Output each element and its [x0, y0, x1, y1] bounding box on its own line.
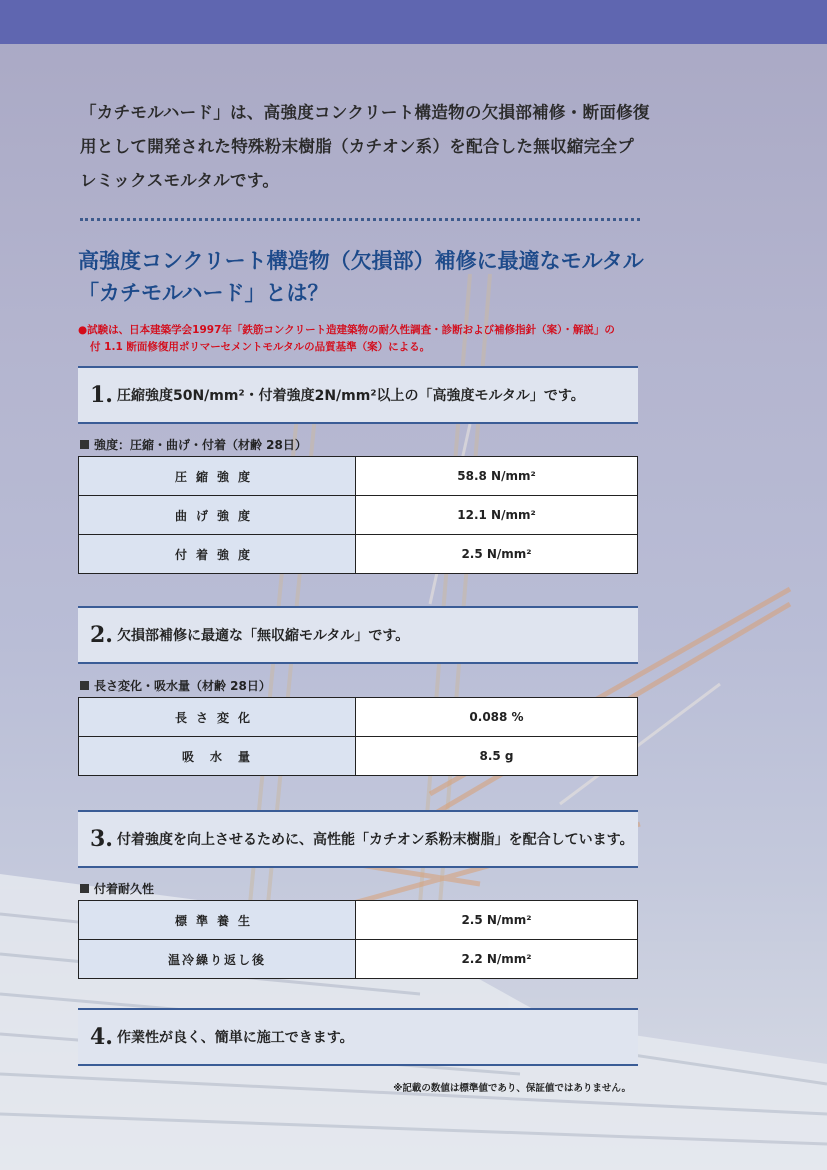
table-row	[79, 496, 638, 535]
row-value: 0.088 %	[356, 698, 638, 737]
row-label: 長さ変化	[79, 698, 356, 737]
dotted-divider	[80, 218, 640, 221]
row-value: 8.5 g	[356, 737, 638, 776]
row-label: 温冷繰り返し後	[79, 940, 356, 979]
table-row	[79, 457, 638, 496]
section-4-header	[78, 1008, 638, 1066]
headline-line2: 「カチモルハード」とは？	[78, 281, 329, 305]
headline-line1: 高強度コンクリート構造物（欠損部）補修に最適なモルタル	[78, 249, 644, 273]
strength-table	[78, 456, 638, 574]
row-value: 2.2 N/mm²	[356, 940, 638, 979]
footnote: ※記載の数値は標準値であり、保証値ではありません。	[393, 1083, 631, 1094]
section-2-title: 欠損部補修に最適な「無収縮モルタル」です。	[116, 628, 410, 644]
section-2-caption-text: 長さ変化・吸水量（材齢 28日）	[94, 679, 271, 693]
section-1-header	[78, 366, 638, 424]
section-2-number: 2.	[90, 622, 113, 648]
section-3-title: 付着強度を向上させるために、高性能「カチオン系粉末樹脂」を配合しています。	[116, 832, 634, 848]
row-label: 曲げ強度	[79, 496, 356, 535]
section-2-caption	[80, 677, 271, 694]
row-label: 標準養生	[79, 901, 356, 940]
section-1-title: 圧縮強度50N/mm²・付着強度2N/mm²以上の「高強度モルタル」です。	[116, 388, 585, 404]
page-headline	[78, 245, 658, 309]
section-3-number: 3.	[90, 826, 113, 852]
table-row	[79, 737, 638, 776]
section-4-number: 4.	[90, 1024, 113, 1050]
square-bullet-icon	[80, 440, 89, 449]
row-value: 2.5 N/mm²	[356, 901, 638, 940]
row-label: 圧縮強度	[79, 457, 356, 496]
section-1-caption-text: 強度：圧縮・曲げ・付着（材齢 28日）	[94, 438, 307, 452]
table-row	[79, 698, 638, 737]
section-1-caption	[80, 436, 307, 453]
top-banner	[0, 0, 827, 44]
table-row	[79, 940, 638, 979]
row-label: 付着強度	[79, 535, 356, 574]
test-note	[78, 322, 648, 356]
section-2-header	[78, 606, 638, 664]
square-bullet-icon	[80, 681, 89, 690]
square-bullet-icon	[80, 884, 89, 893]
shrinkage-table	[78, 697, 638, 776]
test-note-line1: ●試験は、日本建築学会1997年「鉄筋コンクリート造建築物の耐久性調査・診断および補修指針（案）・解説」の	[78, 324, 615, 336]
row-value: 2.5 N/mm²	[356, 535, 638, 574]
section-1-number: 1.	[90, 382, 113, 408]
row-label: 吸 水 量	[79, 737, 356, 776]
section-4-title: 作業性が良く、簡単に施工できます。	[116, 1030, 354, 1046]
table-row	[79, 535, 638, 574]
section-3-header	[78, 810, 638, 868]
section-3-caption	[80, 880, 154, 897]
row-value: 12.1 N/mm²	[356, 496, 638, 535]
section-3-caption-text: 付着耐久性	[94, 882, 155, 896]
table-row	[79, 901, 638, 940]
test-note-line2: 付 1.1 断面修復用ポリマーセメントモルタルの品質基準（案）による。	[90, 341, 431, 353]
intro-paragraph: 「カチモルハード」は、高強度コンクリート構造物の欠損部補修・断面修復用として開発された特殊粉末樹脂（カチオン系）を配合した無収縮完全プレミックスモルタルです。	[80, 103, 650, 190]
adhesion-durability-table	[78, 900, 638, 979]
row-value: 58.8 N/mm²	[356, 457, 638, 496]
